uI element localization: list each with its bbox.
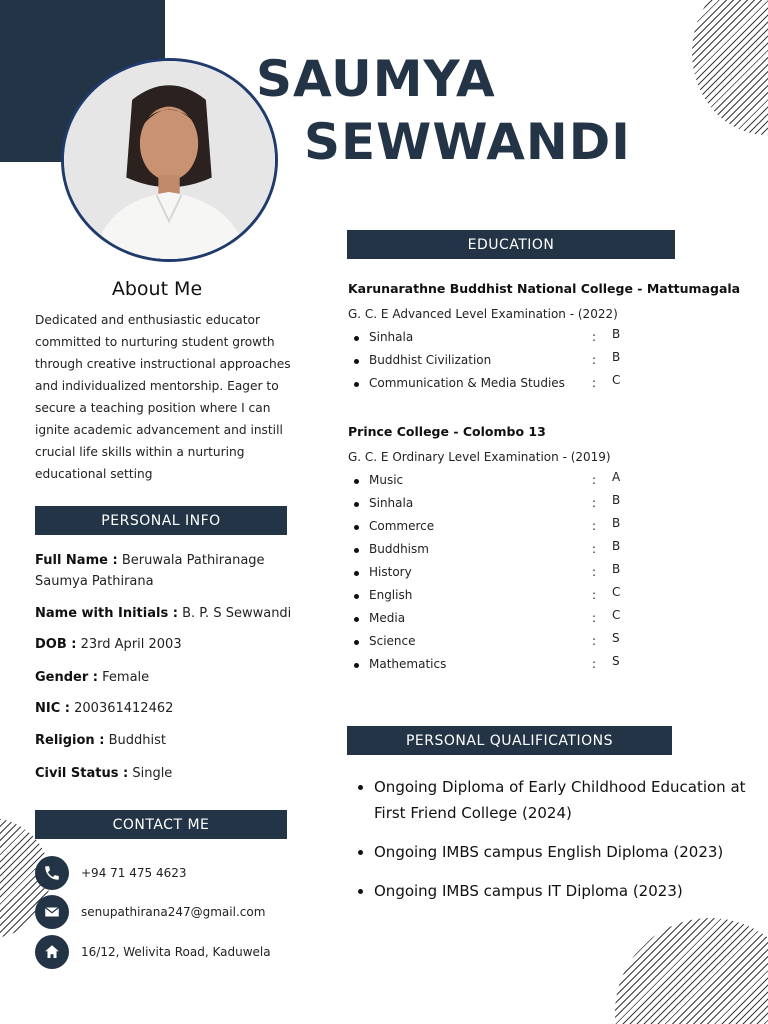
hatched-circle-decoration [615,918,768,1024]
info-label: NIC : [35,701,70,716]
subject-separator: : [592,353,597,367]
info-label: Full Name : [35,553,118,568]
subject-grade: B [612,350,621,364]
info-religion [35,730,295,751]
contact-email [35,895,265,929]
profile-photo [61,58,278,262]
info-label: DOB : [35,637,77,652]
subject-name: Buddhism [369,542,429,556]
subject-name: Science [369,634,416,648]
subject-separator: : [592,634,597,648]
hatched-circle-decoration [692,0,768,135]
subject-item [352,470,642,496]
personal-info-heading: PERSONAL INFO [35,506,287,535]
info-value: 23rd April 2003 [80,637,182,652]
info-nic [35,698,295,719]
contact-phone [35,856,186,890]
phone-icon [35,856,69,890]
subject-separator: : [592,565,597,579]
qualification-list [357,774,752,904]
contact-address [35,935,271,969]
subject-name: Media [369,611,406,625]
subject-grade: S [612,631,620,645]
info-label: Civil Status : [35,766,129,781]
subject-name: English [369,588,413,602]
subject-name: Sinhala [369,496,414,510]
email-icon [35,895,69,929]
info-label: Name with Initials : [35,606,178,621]
first-name: SAUMYA [256,50,496,108]
subject-separator: : [592,496,597,510]
info-value: B. P. S Sewwandi [182,606,292,621]
home-icon [35,935,69,969]
subject-name: Buddhist Civilization [369,353,492,367]
school-name: Karunarathne Buddhist National College - Mattumagala [348,281,741,296]
subject-item [352,539,642,565]
email-address[interactable]: senupathirana247@gmail.com [81,905,266,919]
about-text: Dedicated and enthusiastic educator committed to nurturing student growth through creative instructional approaches and individualized mentorship. Eager to secure a teaching position where I can ignite academic advancement and instill crucial life skills within a nurturing educational setting [35,313,291,481]
info-gender [35,667,295,688]
subject-name: Music [369,473,404,487]
qualifications-heading: PERSONAL QUALIFICATIONS [347,726,672,755]
subject-name: Communication & Media Studies [369,376,565,390]
subject-item [352,608,642,634]
subject-separator: : [592,519,597,533]
subject-list [352,470,642,680]
info-civil-status [35,763,295,784]
subject-grade: A [612,470,621,484]
subject-list [352,327,642,399]
education-heading: EDUCATION [347,230,675,259]
subject-grade: B [612,493,621,507]
qualification-item: Ongoing Diploma of Early Childhood Education at First Friend College (2024) [357,774,752,826]
info-dob [35,634,295,655]
subject-name: History [369,565,412,579]
subject-separator: : [592,376,597,390]
subject-item [352,631,642,657]
about-heading: About Me [111,278,203,300]
subject-item [352,373,642,399]
subject-grade: C [612,608,621,622]
last-name: SEWWANDI [304,113,631,171]
subject-grade: C [612,373,621,387]
profile-photo-illustration [64,61,275,259]
info-name-initials [35,603,295,624]
subject-name: Commerce [369,519,435,533]
info-value: Beruwala Pathiranage Saumya Pathirana [35,553,265,589]
info-value: Single [132,766,173,781]
subject-separator: : [592,542,597,556]
subject-grade: C [612,585,621,599]
subject-separator: : [592,611,597,625]
subject-grade: B [612,327,621,341]
subject-grade: S [612,654,620,668]
school-name: Prince College - Colombo 13 [348,424,546,439]
subject-item [352,654,642,680]
subject-separator: : [592,330,597,344]
subject-name: Mathematics [369,657,447,671]
subject-name: Sinhala [369,330,414,344]
subject-separator: : [592,473,597,487]
exam-title: G. C. E Advanced Level Examination - (2022) [348,307,618,321]
info-label: Gender : [35,670,99,685]
info-value: 200361412462 [74,701,174,716]
qualification-item: Ongoing IMBS campus English Diploma (2023) [357,839,752,865]
contact-heading: CONTACT ME [35,810,287,839]
qualification-item: Ongoing IMBS campus IT Diploma (2023) [357,878,752,904]
info-full-name [35,550,295,592]
subject-item [352,350,642,376]
subject-item [352,585,642,611]
info-value: Female [102,670,150,685]
home-address: 16/12, Welivita Road, Kaduwela [81,945,271,959]
info-value: Buddhist [108,733,166,748]
subject-item [352,493,642,519]
subject-separator: : [592,588,597,602]
info-label: Religion : [35,733,105,748]
subject-grade: B [612,562,621,576]
subject-separator: : [592,657,597,671]
phone-number[interactable]: +94 71 475 4623 [81,866,187,880]
exam-title: G. C. E Ordinary Level Examination - (2019) [348,450,611,464]
subject-grade: B [612,516,621,530]
subject-item [352,562,642,588]
subject-item [352,516,642,542]
subject-grade: B [612,539,621,553]
subject-item [352,327,642,353]
